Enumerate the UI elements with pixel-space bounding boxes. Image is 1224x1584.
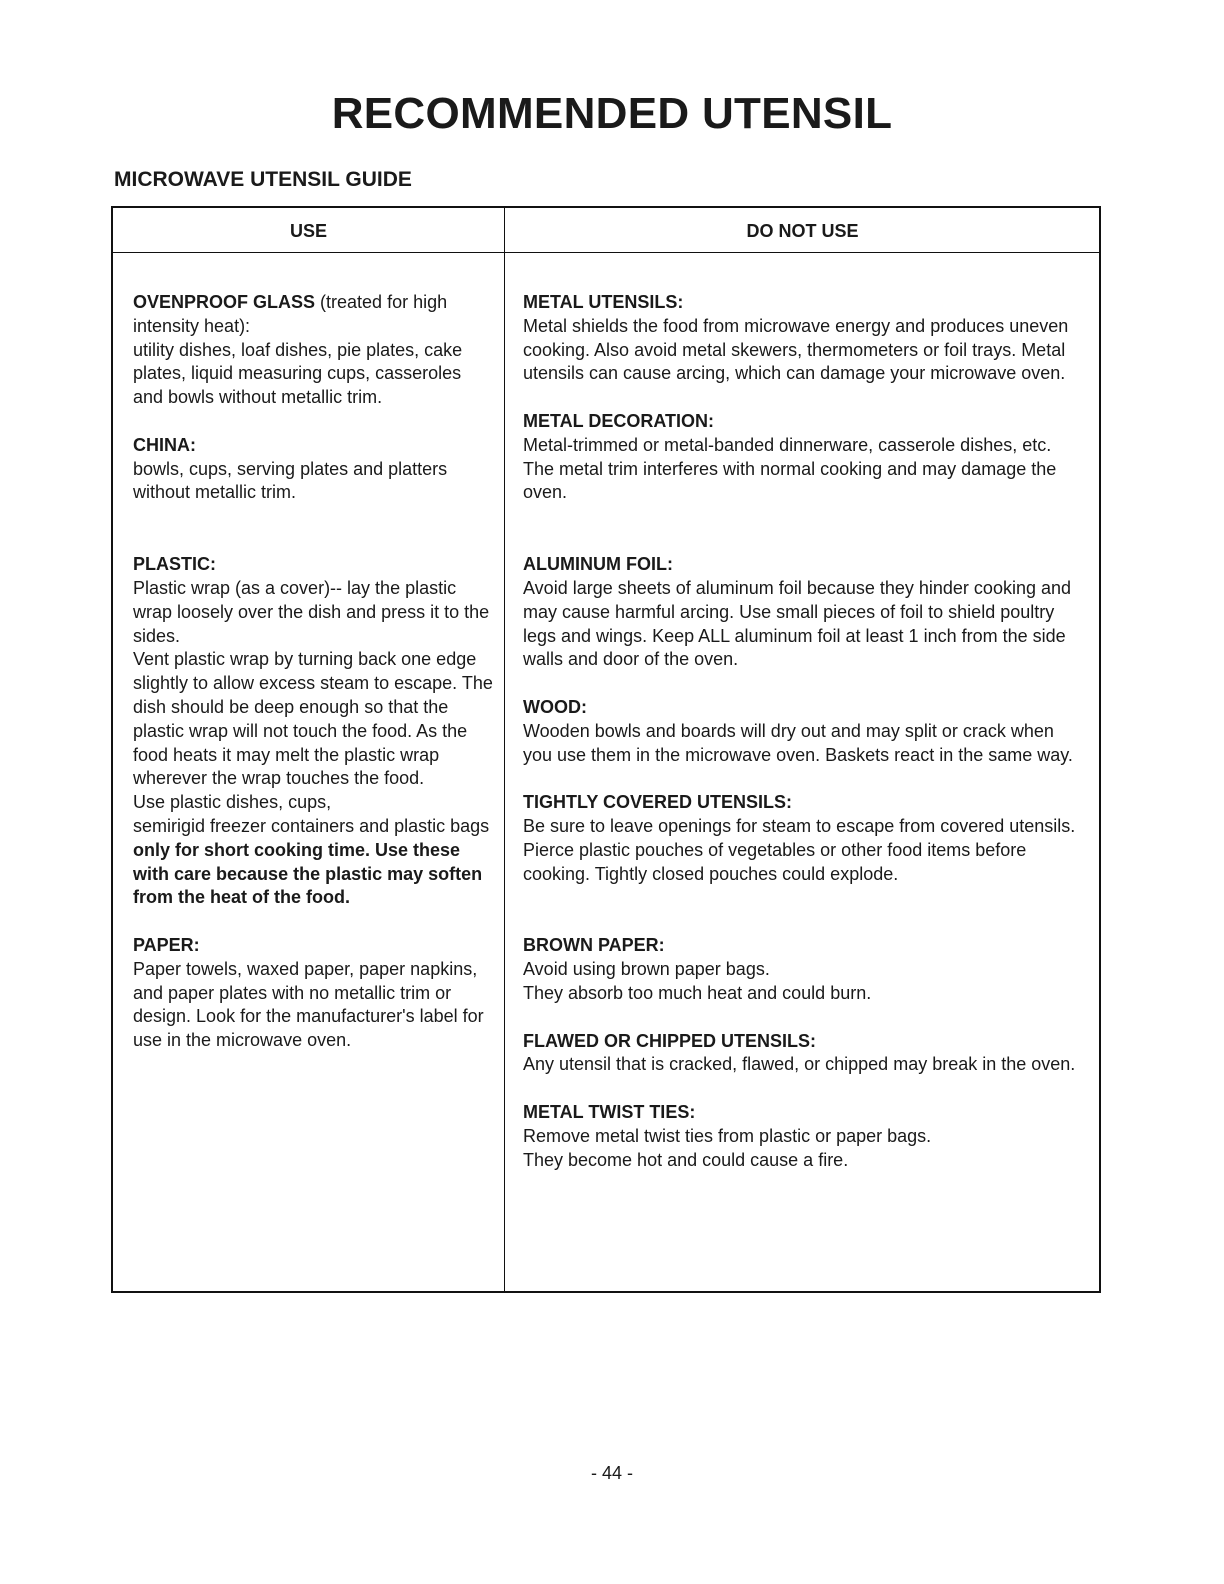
entry-flawed-utensils: [523, 1030, 1083, 1078]
entry-tightly-covered: [523, 791, 1083, 886]
entry-body: They become hot and could cause a fire.: [523, 1149, 849, 1170]
entry-title: METAL DECORATION:: [523, 410, 714, 431]
entry-body: Any utensil that is cracked, flawed, or chipped may break in the oven.: [523, 1054, 1076, 1075]
entry-title: PLASTIC:: [133, 554, 216, 575]
entry-title: TIGHTLY COVERED UTENSILS:: [523, 792, 793, 813]
header-do-not-use: DO NOT USE: [746, 221, 859, 241]
entry-title: OVENPROOF GLASS: [133, 292, 316, 312]
entry-title: BROWN PAPER:: [523, 935, 665, 956]
entry-body: Metal-trimmed or metal-banded dinnerware, casserole dishes, etc. The metal trim interferes with normal cooking and may damage the oven.: [523, 434, 1057, 503]
entry-body: semirigid freezer containers and plastic bags: [133, 815, 490, 836]
entry-body: Remove metal twist ties from plastic or paper bags.: [523, 1125, 932, 1146]
entry-body: Plastic wrap (as a cover)-- lay the plastic wrap loosely over the dish and press it to the sides.: [133, 577, 490, 646]
entry-body: Wooden bowls and boards will dry out and may split or crack when you use them in the microwave oven. Baskets react in the same way.: [523, 720, 1073, 765]
entry-title: PAPER:: [133, 934, 200, 955]
entry-title: FLAWED OR CHIPPED UTENSILS:: [523, 1030, 817, 1051]
entry-body: They absorb too much heat and could burn.: [523, 982, 872, 1003]
entry-china: [133, 434, 495, 505]
entry-title-suffix: (treated for high intensity heat):: [133, 292, 448, 336]
entry-title: ALUMINUM FOIL:: [523, 554, 673, 575]
entry-title: METAL TWIST TIES:: [523, 1101, 696, 1122]
entry-metal-decoration: [523, 410, 1083, 505]
entry-body-bold: only for short cooking time. Use these with care because the plastic may soften from the heat of the food.: [133, 839, 483, 908]
section-heading: MICROWAVE UTENSIL GUIDE: [114, 168, 412, 191]
entry-ovenproof-glass: [133, 291, 495, 410]
entry-body: Vent plastic wrap by turning back one edge slightly to allow excess steam to escape. The dish should be deep enough so that the plastic wrap will not touch the food. As the food heats it may melt the plastic wrap wherever the wrap touches the food.: [133, 649, 493, 789]
entry-title: METAL UTENSILS:: [523, 292, 684, 312]
page-number: - 44 -: [590, 1463, 633, 1483]
utensil-guide-table: [111, 206, 1101, 1293]
entry-body: Metal shields the food from microwave energy and produces uneven cooking. Also avoid metal skewers, thermometers or foil trays. Metal utensils can cause arcing, which can damage your microwave oven.: [523, 315, 1069, 384]
entry-brown-paper: [523, 934, 1083, 1005]
entry-title: WOOD:: [523, 696, 587, 717]
entry-body: bowls, cups, serving plates and platters without metallic trim.: [133, 458, 448, 503]
entry-aluminum-foil: [523, 553, 1083, 672]
entry-body: Paper towels, waxed paper, paper napkins, and paper plates with no metallic trim or design. Look for the manufacturer's label for use in the microwave oven.: [133, 958, 484, 1051]
entry-title: CHINA:: [133, 434, 196, 455]
table-header-row: [113, 208, 1099, 253]
entry-body: Be sure to leave openings for steam to escape from covered utensils. Pierce plastic pouches of vegetables or other food items before cooking. Tightly closed pouches could explode.: [523, 815, 1076, 884]
entry-metal-utensils: [523, 291, 1083, 386]
page-title: RECOMMENDED UTENSIL: [331, 89, 893, 138]
entry-body: Avoid large sheets of aluminum foil because they hinder cooking and may cause harmful arcing. Use small pieces of foil to shield poultry legs and wings. Keep ALL aluminum foil at least 1 inch from the side walls and door of the oven.: [523, 577, 1072, 670]
header-use: USE: [289, 221, 327, 241]
entry-wood: [523, 696, 1083, 767]
entry-plastic: [133, 553, 495, 910]
use-column: [133, 291, 495, 1053]
do-not-use-column: [523, 291, 1083, 1172]
entry-body: utility dishes, loaf dishes, pie plates, cake plates, liquid measuring cups, casseroles and bowls without metallic trim.: [133, 339, 463, 408]
entry-metal-twist-ties: [523, 1101, 1083, 1172]
entry-body: Use plastic dishes, cups,: [133, 792, 332, 813]
entry-body: Avoid using brown paper bags.: [523, 959, 770, 980]
column-divider: [504, 208, 505, 1291]
entry-paper: [133, 934, 495, 1053]
